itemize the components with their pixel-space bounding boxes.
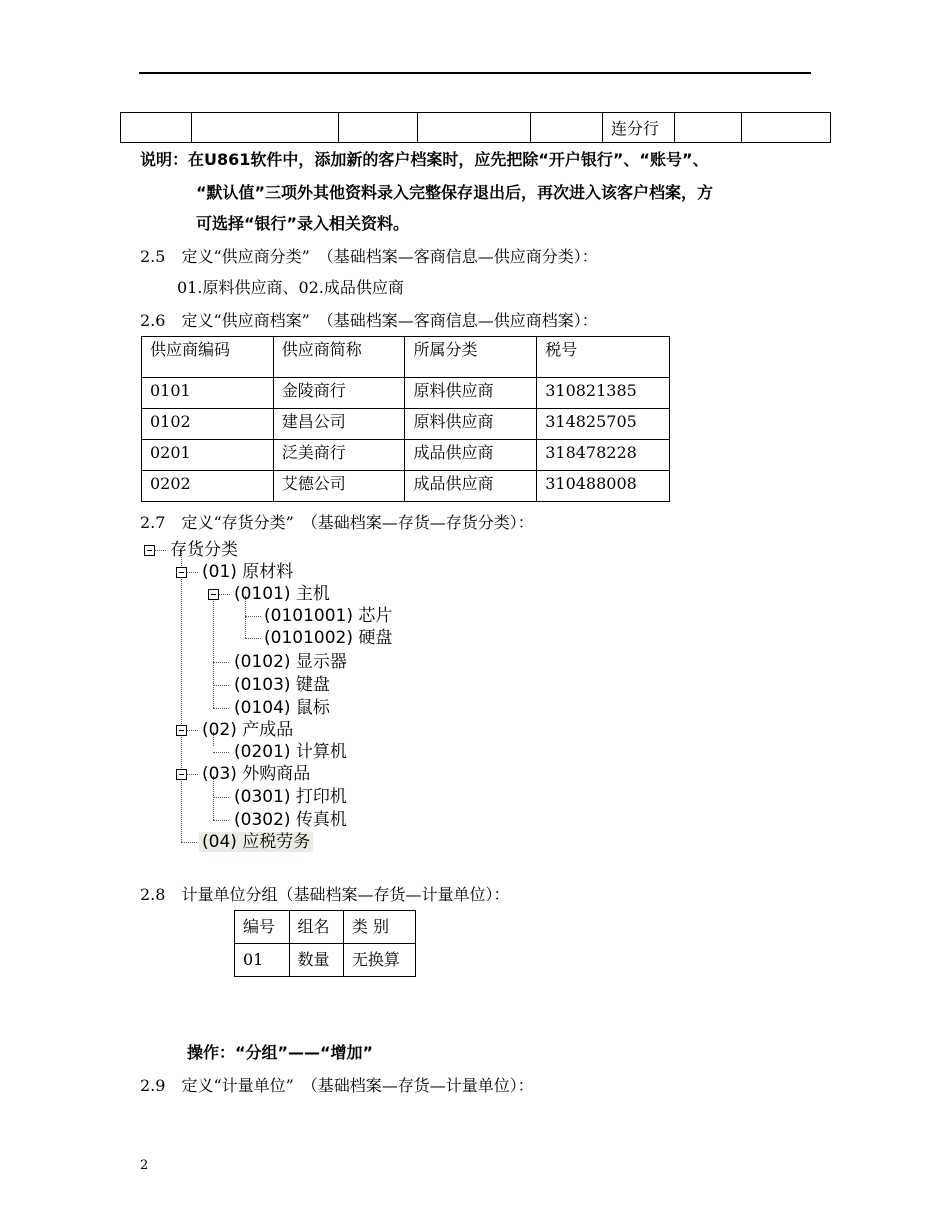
operation-note: 操作：“分组”——“增加” (187, 1043, 374, 1062)
table-cell: 成品供应商 (405, 471, 537, 502)
tree-node[interactable]: (0101001) 芯片 (264, 606, 393, 626)
table-cell: 原料供应商 (405, 409, 537, 440)
table-cell: 314825705 (537, 409, 670, 440)
note-line: 说明：在U861软件中，添加新的客户档案时，应先把除“开户银行”、“账号”、 (140, 150, 709, 169)
unit-group-table (234, 910, 416, 977)
section-content: 01.原料供应商、02.成品供应商 (177, 278, 404, 297)
table-row (121, 113, 831, 143)
tree-node-selected[interactable]: (04) 应税劳务 (199, 832, 313, 852)
table-cell: 0201 (142, 440, 274, 471)
collapse-icon[interactable] (176, 725, 187, 736)
section-heading: 2.9 定义“计量单位” （基础档案—存货—计量单位）： (140, 1076, 534, 1095)
column-header: 供应商简称 (273, 337, 405, 378)
table-cell: 318478228 (537, 440, 670, 471)
table-cell: 原料供应商 (405, 378, 537, 409)
table-cell: 金陵商行 (273, 378, 405, 409)
table-row (142, 409, 670, 440)
collapse-icon[interactable] (208, 589, 219, 600)
collapse-icon[interactable] (176, 769, 187, 780)
note-line: “默认值”三项外其他资料录入完整保存退出后，再次进入该客户档案，方 (196, 183, 714, 202)
tree-node[interactable]: (0101) 主机 (234, 584, 330, 604)
tree-node[interactable]: (0301) 打印机 (234, 787, 347, 807)
table-cell: 建昌公司 (273, 409, 405, 440)
table-cell: 数量 (289, 944, 343, 977)
column-header: 供应商编码 (142, 337, 274, 378)
column-header: 编号 (235, 911, 290, 944)
table-cell: 0102 (142, 409, 274, 440)
section-heading: 2.5 定义“供应商分类” （基础档案—客商信息—供应商分类）： (140, 247, 598, 266)
section-heading: 2.7 定义“存货分类” （基础档案—存货—存货分类）： (140, 513, 534, 532)
tree-node[interactable]: (03) 外购商品 (202, 764, 311, 784)
table-cell: 连分行 (603, 113, 675, 143)
tree-node[interactable]: (0102) 显示器 (234, 652, 347, 672)
tree-node[interactable]: 存货分类 (170, 540, 238, 560)
column-header: 所属分类 (405, 337, 537, 378)
column-header: 税号 (537, 337, 670, 378)
table-header-row (235, 911, 416, 944)
table-cell: 成品供应商 (405, 440, 537, 471)
column-header: 组名 (289, 911, 343, 944)
table-header-row (142, 337, 670, 378)
supplier-table (141, 336, 670, 502)
page-number: 2 (140, 1158, 149, 1173)
tree-node[interactable]: (02) 产成品 (202, 720, 294, 740)
note-line: 可选择“银行”录入相关资料。 (196, 214, 410, 233)
tree-node[interactable]: (0104) 鼠标 (234, 698, 330, 718)
table-row (142, 440, 670, 471)
tree-node[interactable]: (0201) 计算机 (234, 742, 347, 762)
table-cell: 0101 (142, 378, 274, 409)
tree-node[interactable]: (01) 原材料 (202, 562, 294, 582)
table-cell: 310821385 (537, 378, 670, 409)
tree-node[interactable]: (0302) 传真机 (234, 810, 347, 830)
collapse-icon[interactable] (144, 545, 155, 556)
header-rule (139, 72, 811, 74)
column-header: 类 别 (343, 911, 415, 944)
table-cell: 艾德公司 (273, 471, 405, 502)
table-row (142, 378, 670, 409)
table-row (235, 944, 416, 977)
tree-node[interactable]: (0101002) 硬盘 (264, 628, 393, 648)
table-cell: 无换算 (343, 944, 415, 977)
top-table-fragment (120, 112, 831, 143)
inventory-category-tree (140, 536, 420, 858)
table-cell: 310488008 (537, 471, 670, 502)
collapse-icon[interactable] (176, 567, 187, 578)
table-cell: 0202 (142, 471, 274, 502)
table-cell: 泛美商行 (273, 440, 405, 471)
table-cell: 01 (235, 944, 290, 977)
table-row (142, 471, 670, 502)
section-heading: 2.6 定义“供应商档案” （基础档案—客商信息—供应商档案）： (140, 311, 598, 330)
tree-node[interactable]: (0103) 键盘 (234, 675, 330, 695)
section-heading: 2.8 计量单位分组（基础档案—存货—计量单位）： (140, 885, 510, 904)
